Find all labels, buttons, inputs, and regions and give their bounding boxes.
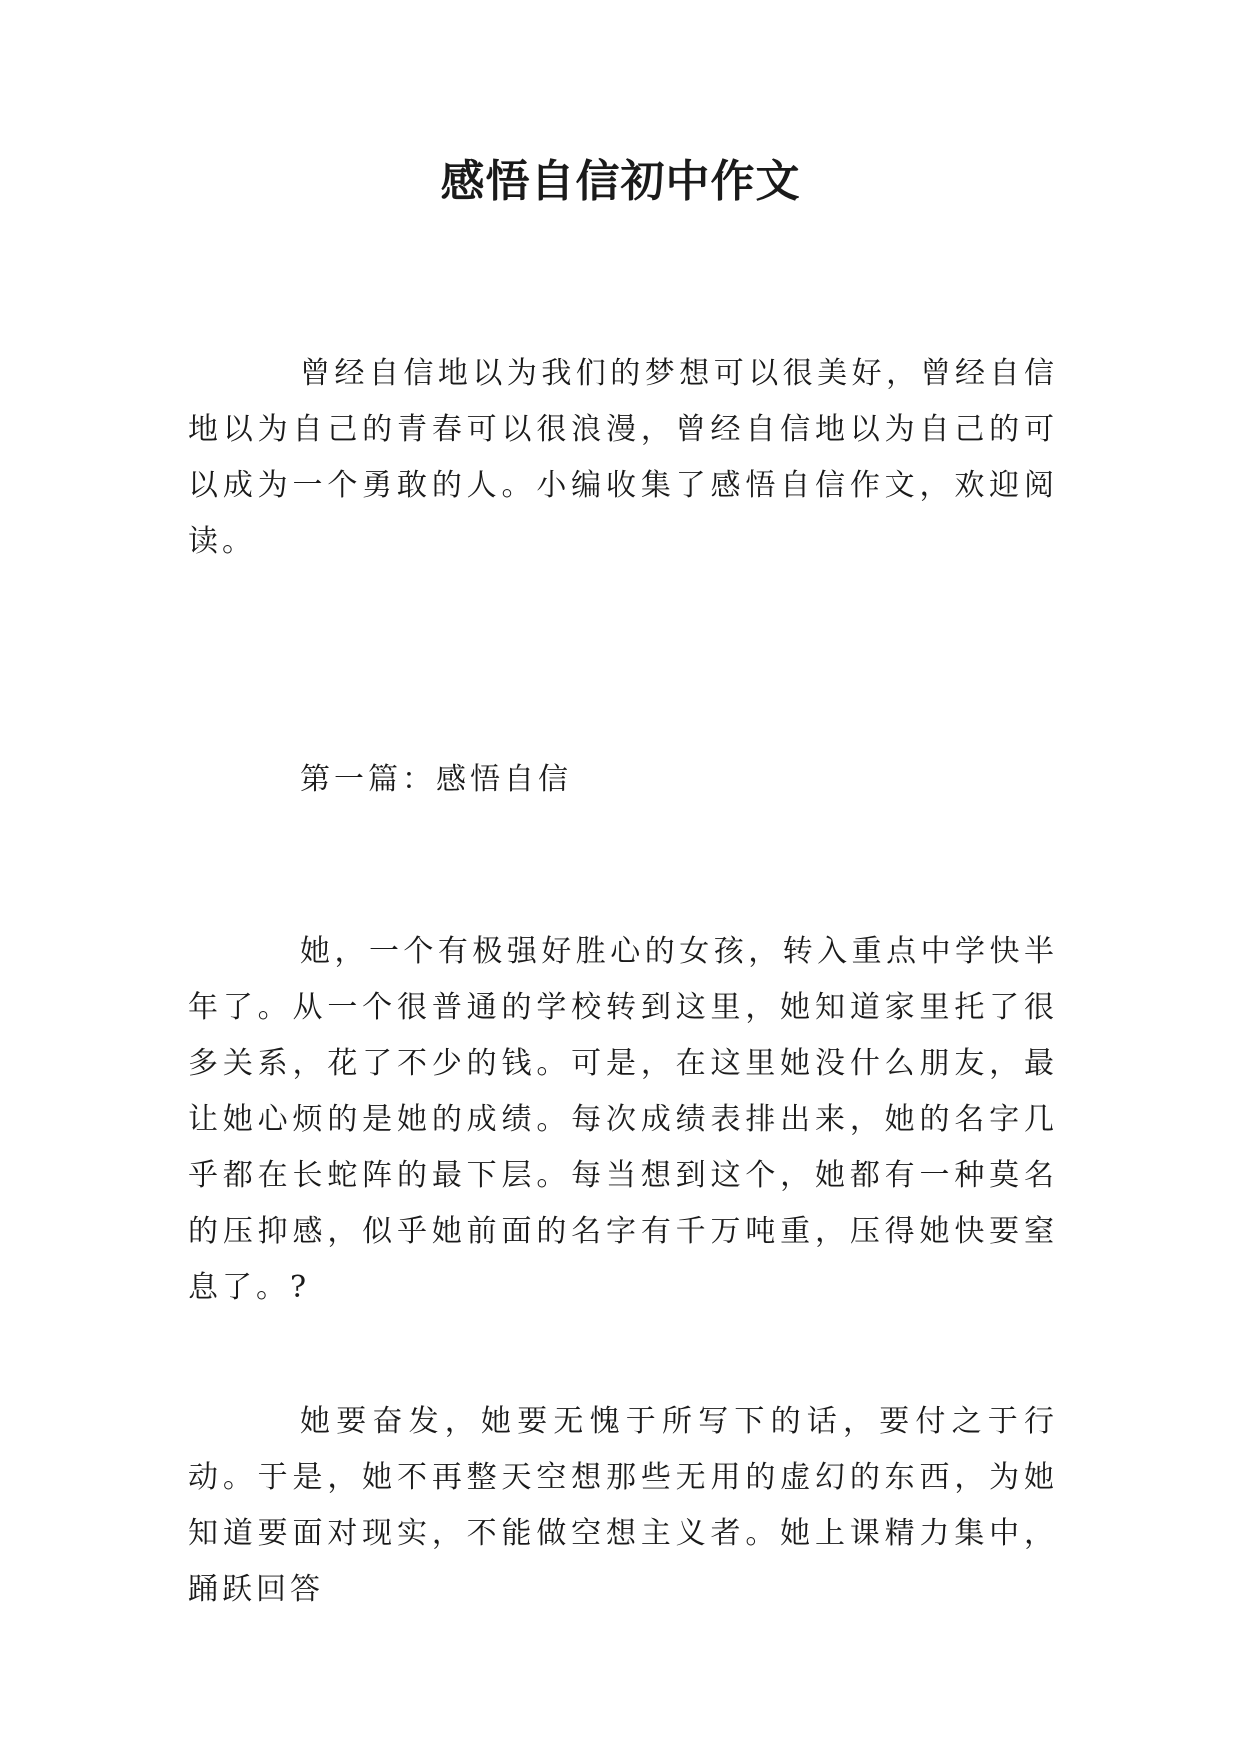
intro-paragraph: 曾经自信地以为我们的梦想可以很美好，曾经自信地以为自己的青春可以很浪漫，曾经自信地以为自己的可以成为一个勇敢的人。小编收集了感悟自信作文，欢迎阅读。: [188, 356, 1058, 559]
document-title: 感悟自信初中作文: [440, 156, 801, 207]
body-paragraph-2: 她要奋发，她要无愧于所写下的话，要付之于行动。于是，她不再整天空想那些无用的虚幻的东西，为她知道要面对现实，不能做空想主义者。她上课精力集中，踊跃回答: [188, 1404, 1058, 1607]
body-paragraph-1: 她，一个有极强好胜心的女孩，转入重点中学快半年了。从一个很普通的学校转到这里，她知道家里托了很多关系，花了不少的钱。可是，在这里她没什么朋友，最让她心烦的是她的成绩。每次成绩表排出来，她的名字几乎都在长蛇阵的最下层。每当想到这个，她都有一种莫名的压抑感，似乎她前面的名字有千万吨重，压得她快要窒息了。?: [188, 934, 1058, 1305]
section-heading: 第一篇：感悟自信: [300, 762, 572, 797]
